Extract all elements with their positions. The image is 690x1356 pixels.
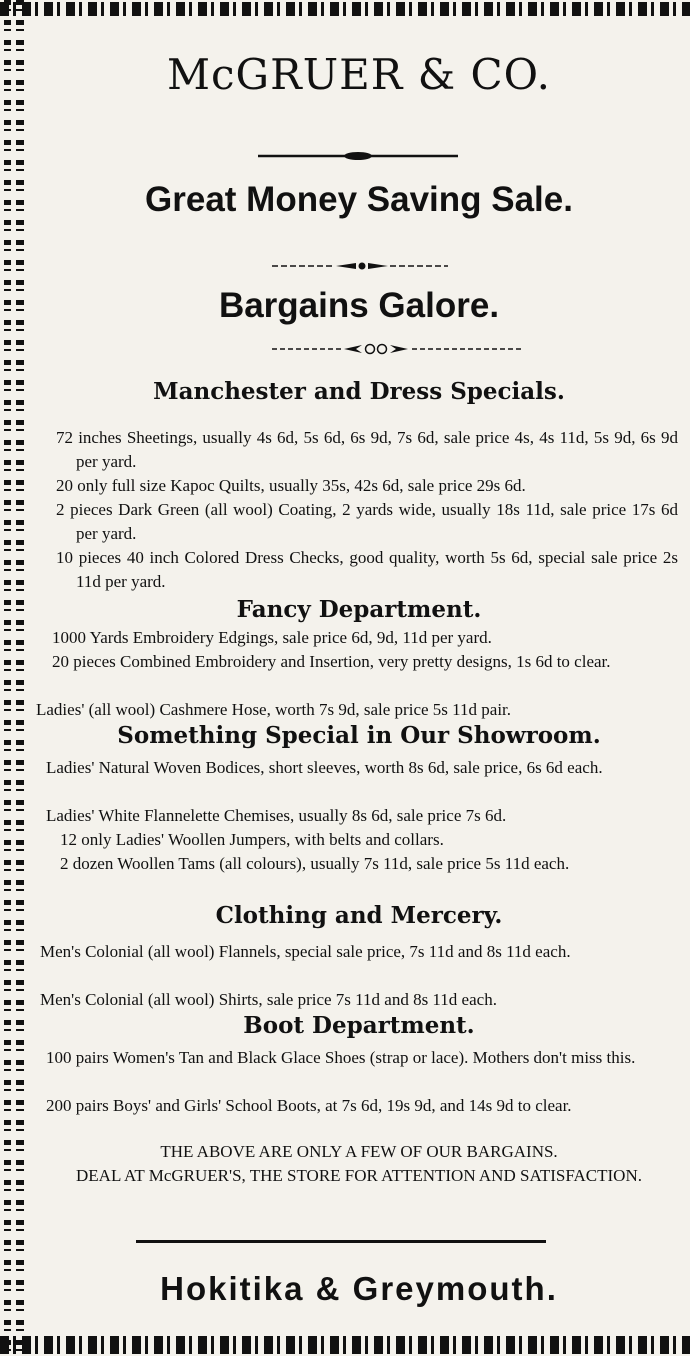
headline: Great Money Saving Sale.	[145, 180, 573, 219]
bottom-border-ornament	[0, 1336, 690, 1354]
list-item: 2 dozen Woollen Tams (all colours), usually 7s 11d, sale price 5s 11d each.	[60, 854, 570, 873]
list-item: 10 pieces 40 inch Colored Dress Checks, good quality, worth 5s 6d, special sale price 2s 11d per yard.	[56, 548, 678, 591]
list-item: Men's Colonial (all wool) Flannels, special sale price, 7s 11d and 8s 11d each.	[40, 942, 571, 961]
list-item: 2 pieces Dark Green (all wool) Coating, 2 yards wide, usually 18s 11d, sale price 17s 6d per yard.	[56, 500, 678, 543]
section-title-clothing: Clothing and Mercery.	[215, 902, 503, 929]
section-title-manchester: Manchester and Dress Specials.	[153, 378, 565, 405]
list-item: Ladies' White Flannelette Chemises, usually 8s 6d, sale price 7s 6d.	[46, 806, 507, 825]
list-item: 20 pieces Combined Embroidery and Insertion, very pretty designs, 1s 6d to clear.	[52, 652, 611, 671]
closing-line-1: THE ABOVE ARE ONLY A FEW OF OUR BARGAINS.	[160, 1142, 558, 1161]
list-item: 200 pairs Boys' and Girls' School Boots, at 7s 6d, 19s 9d, and 14s 9d to clear.	[46, 1096, 572, 1115]
list-item: 100 pairs Women's Tan and Black Glace Shoes (strap or lace). Mothers don't miss this.	[46, 1048, 636, 1067]
ornament-rule-top	[258, 150, 458, 162]
advert-content	[36, 22, 682, 1330]
left-border-ornament	[4, 0, 24, 1356]
top-border-ornament	[0, 2, 690, 16]
subheadline: Bargains Galore.	[218, 286, 500, 325]
list-item: 72 inches Sheetings, usually 4s 6d, 5s 6d, 6s 9d, 7s 6d, sale price 4s, 4s 11d, 5s 9d, 6s 9d per yard.	[56, 428, 678, 471]
list-item: Ladies' Natural Woven Bodices, short sleeves, worth 8s 6d, sale price, 6s 6d each.	[46, 758, 603, 777]
section-title-showroom: Something Special in Our Showroom.	[117, 722, 601, 749]
list-item: 1000 Yards Embroidery Edgings, sale price 6d, 9d, 11d per yard.	[52, 628, 492, 647]
section-title-boot: Boot Department.	[243, 1012, 475, 1039]
firm-name: McGRUER & CO.	[167, 50, 551, 99]
list-item: 12 only Ladies' Woollen Jumpers, with belts and collars.	[60, 830, 444, 849]
ornament-rule-middle	[272, 260, 448, 272]
list-item: Men's Colonial (all wool) Shirts, sale price 7s 11d and 8s 11d each.	[40, 990, 497, 1009]
list-item: Ladies' (all wool) Cashmere Hose, worth 7s 9d, sale price 5s 11d pair.	[36, 700, 512, 719]
closing-line-2: DEAL AT McGRUER'S, THE STORE FOR ATTENTION AND SATISFACTION.	[76, 1166, 642, 1185]
towns-footer: Hokitika & Greymouth.	[160, 1270, 558, 1307]
section-title-fancy: Fancy Department.	[236, 596, 482, 623]
bottom-rule	[136, 1240, 546, 1243]
list-item: 20 only full size Kapoc Quilts, usually 35s, 42s 6d, sale price 29s 6d.	[56, 476, 526, 495]
ornament-rule-lower	[272, 342, 522, 356]
